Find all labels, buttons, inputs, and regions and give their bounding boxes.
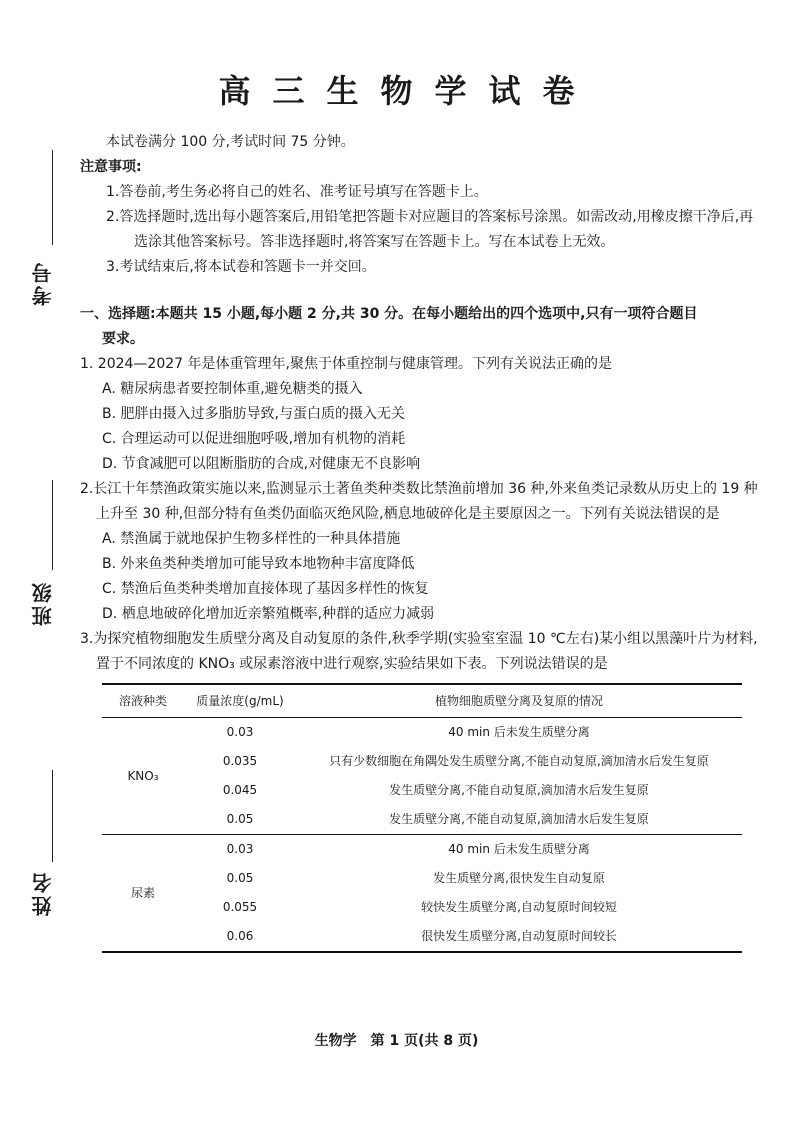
question-option: A. 禁渔属于就地保护生物多样性的一种具体措施 (102, 531, 401, 547)
concentration-cell: 0.06 (184, 922, 296, 952)
result-cell: 发生质壁分离,很快发生自动复原 (433, 871, 605, 885)
intro-text: 本试卷满分 100 分,考试时间 75 分钟。 (106, 134, 355, 150)
concentration-cell: 0.055 (222, 900, 258, 914)
question-stem: 1. 2024—2027 年是体重管理年,聚焦于体重控制与健康管理。下列有关说法正确的是 (80, 356, 612, 372)
table-row (102, 776, 742, 805)
question-stem: 3.为探究植物细胞发生质壁分离及自动复原的条件,秋季学期(实验室室温 10 ℃左右)某小组以黑藻叶片为材料,置于不同浓度的 KNO₃ 或尿素溶液中进行观察,实验结果如下表。下列说法错误的是 (80, 631, 758, 672)
section-heading-cont: 要求。 (102, 331, 144, 347)
question-option: D. 节食减肥可以阻断脂肪的合成,对健康无不良影响 (102, 456, 421, 472)
table-header: 溶液种类 (102, 684, 184, 718)
table-row (102, 864, 742, 893)
section-heading (80, 302, 760, 352)
solution-type-cell: KNO₃ (127, 768, 159, 783)
result-cell: 较快发生质壁分离,自动复原时间较短 (421, 900, 617, 914)
notice-item: 3.考试结束后,将本试卷和答题卡一并交回。 (106, 259, 376, 275)
table-row (102, 922, 742, 952)
name-field (14, 770, 64, 930)
result-cell: 40 min 后未发生质壁分离 (296, 835, 742, 865)
question-option: B. 外来鱼类种类增加可能导致本地物种丰富度降低 (102, 556, 415, 572)
concentration-cell: 0.035 (222, 754, 258, 768)
result-cell: 很快发生质壁分离,自动复原时间较长 (296, 922, 742, 952)
question-option: C. 合理运动可以促进细胞呼吸,增加有机物的消耗 (102, 431, 406, 447)
table-row (102, 893, 742, 922)
table-header: 质量浓度(g/mL) (184, 684, 296, 718)
class-line (52, 480, 53, 570)
exam-content (80, 130, 760, 953)
name-label: 姓名 (31, 870, 55, 916)
result-cell: 40 min 后未发生质壁分离 (448, 725, 590, 739)
notice-item: 1.答卷前,考生务必将自己的姓名、准考证号填写在答题卡上。 (106, 184, 488, 200)
question-option: C. 禁渔后鱼类种类增加直接体现了基因多样性的恢复 (102, 581, 429, 597)
question-stem: 2.长江十年禁渔政策实施以来,监测显示土著鱼类种类数比禁渔前增加 36 种,外来鱼类记录数从历史上的 19 种上升至 30 种,但部分特有鱼类仍面临灭绝风险,栖息地破碎化是主要原因之一。下列有关说法错误的是 (80, 481, 758, 522)
result-cell: 发生质壁分离,不能自动复原,滴加清水后发生复原 (389, 812, 649, 826)
solution-type-cell: 尿素 (102, 835, 184, 953)
page-footer: 生物学 第 1 页(共 8 页) (314, 1033, 479, 1049)
table-row (102, 835, 742, 865)
concentration-cell: 0.045 (222, 783, 258, 797)
exam-number-line (52, 150, 53, 245)
concentration-cell: 0.03 (184, 835, 296, 865)
concentration-cell: 0.05 (226, 812, 254, 826)
section-heading-text: 一、选择题:本题共 15 小题,每小题 2 分,共 30 分。在每小题给出的四个选项中,只有一项符合题目 (80, 306, 698, 322)
table-row (102, 747, 742, 776)
name-line (52, 770, 53, 862)
result-cell: 只有少数细胞在角隅处发生质壁分离,不能自动复原,滴加清水后发生复原 (329, 754, 709, 768)
table-header: 植物细胞质壁分离及复原的情况 (296, 684, 742, 718)
exam-number-label: 考号 (31, 260, 55, 306)
question-option: B. 肥胖由摄入过多脂肪导致,与蛋白质的摄入无关 (102, 406, 405, 422)
table-row (102, 718, 742, 748)
concentration-cell: 0.03 (226, 725, 254, 739)
page-title: 高三生物学试卷 (218, 72, 597, 110)
notice-heading: 注意事项: (80, 159, 142, 175)
results-table (102, 683, 742, 953)
question-option: D. 栖息地破碎化增加近亲繁殖概率,种群的适应力减弱 (102, 606, 435, 622)
result-cell: 发生质壁分离,不能自动复原,滴加清水后发生复原 (389, 783, 649, 797)
class-field (14, 480, 64, 640)
notice-item: 2.答选择题时,选出每小题答案后,用铅笔把答题卡对应题目的答案标号涂黑。如需改动,用橡皮擦干净后,再选涂其他答案标号。答非选择题时,将答案写在答题卡上。写在本试卷上无效。 (106, 209, 754, 250)
concentration-cell: 0.05 (226, 871, 254, 885)
table-row (102, 805, 742, 835)
question-option: A. 糖尿病患者要控制体重,避免糖类的摄入 (102, 381, 363, 397)
exam-number-field (14, 150, 64, 310)
class-label: 班级 (31, 580, 55, 626)
